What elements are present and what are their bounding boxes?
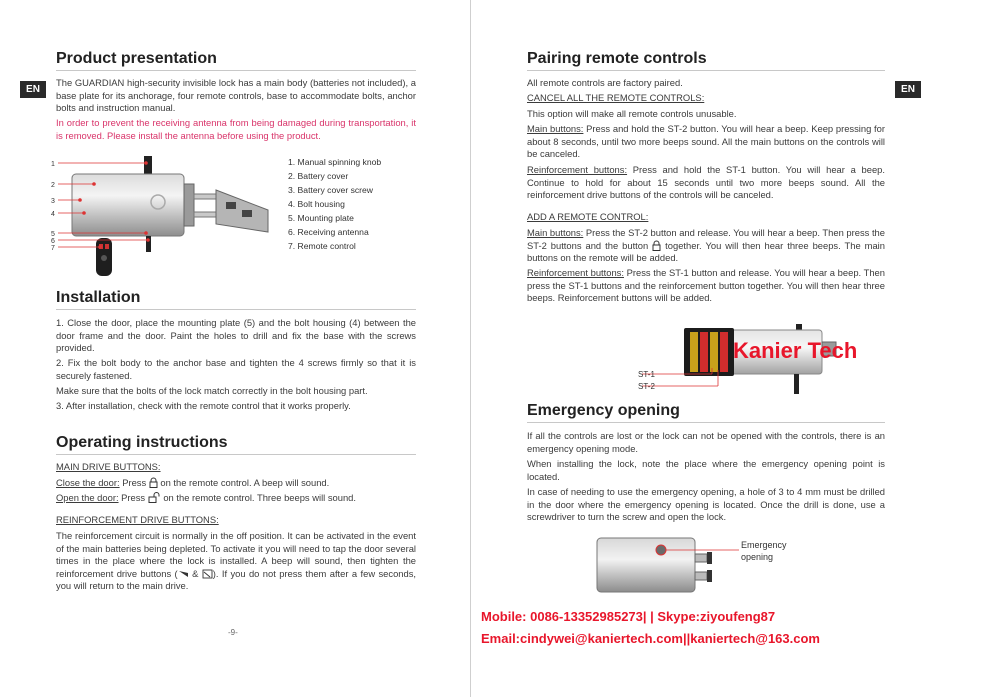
emergency-lock-image <box>591 532 741 598</box>
operating-title: Operating instructions <box>56 434 228 451</box>
emergency-para-3: In case of needing to use the emergency opening, a hole of 3 to 4 mm must be drilled in the door where the emergency opening is located. Once the drill is done, use a screwdriver to turn the screw and open the lock. <box>527 486 885 522</box>
install-note: Make sure that the bolts of the lock match correctly in the bolt housing part. <box>56 385 368 396</box>
part-item: 7. Remote control <box>288 241 356 251</box>
emergency-para-2: When installing the lock, note the place where the emergency opening point is located. <box>527 458 885 482</box>
language-badge: EN <box>895 81 921 98</box>
lock-open-icon <box>148 492 161 503</box>
part-item: 2. Battery cover <box>288 171 349 181</box>
antenna-warning: In order to prevent the receiving antenna from being damaged during transportation, it is removed. Please install the antenna before using the product. <box>56 117 416 141</box>
callout-3: 3 <box>51 198 55 205</box>
reinforcement-close-icon <box>178 569 189 579</box>
st1-label: ST-1 <box>638 370 655 379</box>
close-door-line: Close the door: Press on the remote control. A beep will sound. <box>56 477 330 488</box>
divider <box>527 422 885 423</box>
part-item: 4. Bolt housing <box>288 199 345 209</box>
divider <box>527 70 885 71</box>
contact-mobile: Mobile: 0086-13352985273| | Skype:ziyoufeng87 <box>481 609 776 624</box>
add-main-buttons: Main buttons: Press the ST-2 button and release. You will hear a beep. Then press the ST-2 buttons and the button together. You will then hear three beeps. The main buttons on the remote will be added. <box>527 227 885 263</box>
callout-2: 2 <box>51 182 55 189</box>
callout-4: 4 <box>51 211 55 218</box>
divider <box>56 70 416 71</box>
part-item: 3. Battery cover screw <box>288 185 374 195</box>
main-drive-heading: MAIN DRIVE BUTTONS: <box>56 461 161 472</box>
contact-email: Email:cindywei@kaniertech.com||kaniertech@163.com <box>481 631 820 646</box>
add-reinforcement-buttons: Reinforcement buttons: Press the ST-1 button and release. You will hear a beep. Then press the ST-1 buttons and the reinforcement button together. You will then hear three beeps. Reinforcement buttons will be added. <box>527 267 885 303</box>
page-number: -9- <box>228 628 238 637</box>
installation-title: Installation <box>56 289 141 306</box>
factory-paired: All remote controls are factory paired. <box>527 77 683 88</box>
part-item: 6. Receiving antenna <box>288 227 369 237</box>
cancel-note: This option will make all remote controls unusable. <box>527 108 737 119</box>
lock-diagram <box>50 150 280 282</box>
callout-1: 1 <box>51 161 55 168</box>
product-intro: The GUARDIAN high-security invisible lock has a main body (batteries not included), a base plate for its anchorage, four remote controls, base to accommodate bolts, anchor bolts and instruction manual. <box>56 77 416 113</box>
pairing-title: Pairing remote controls <box>527 50 707 67</box>
parts-list <box>288 155 381 253</box>
emergency-title: Emergency opening <box>527 402 680 419</box>
cancel-heading: CANCEL ALL THE REMOTE CONTROLS: <box>527 92 705 103</box>
reinforcement-heading: REINFORCEMENT DRIVE BUTTONS: <box>56 514 219 525</box>
callout-7: 7 <box>51 245 55 252</box>
reinforcement-text: The reinforcement circuit is normally in the off position. It can be activated in the event of the main batteries being depleted. To activate it you will need to tap the door several times in the place where the lock is installed. A beep will sound, then tighten the reinforcement drive buttons ( & ). If you do not press them after a few seconds, you will return to the main drive. <box>56 530 416 591</box>
divider <box>56 309 416 310</box>
lock-closed-icon <box>652 240 661 251</box>
product-title: Product presentation <box>56 50 217 67</box>
cancel-reinforcement-buttons: Reinforcement buttons: Press and hold the ST-1 button. You will hear a beep. Continue to hold for about 15 seconds until two more beeps sound. All the reinforcement drive buttons of the controls will be canceled. <box>527 164 885 200</box>
right-page <box>471 0 1000 697</box>
add-heading: ADD A REMOTE CONTROL: <box>527 211 649 222</box>
lock-closed-icon <box>149 477 158 488</box>
callout-6: 6 <box>51 238 55 245</box>
emergency-label: Emergency opening <box>741 540 787 562</box>
open-door-line: Open the door: Press on the remote control. Three beeps will sound. <box>56 492 356 503</box>
part-item: 5. Mounting plate <box>288 213 354 223</box>
reinforcement-open-icon <box>202 569 213 579</box>
install-step-1: 1. Close the door, place the mounting plate (5) and the bolt housing (4) between the door frame and the door. Paint the holes to drill and fix the base with the screws provided. <box>56 317 416 353</box>
emergency-para-1: If all the controls are lost or the lock can not be opened with the controls, there is an emergency opening mode. <box>527 430 885 454</box>
left-page <box>0 0 471 697</box>
cancel-main-buttons: Main buttons: Press and hold the ST-2 button. You will hear a beep. Keep pressing for about 8 seconds, until two more beeps sound. All the main buttons on the controls will be canceled. <box>527 123 885 159</box>
install-step-2: 2. Fix the bolt body to the anchor base and tighten the 4 screws firmly so that it is securely fastened. <box>56 357 416 381</box>
divider <box>56 454 416 455</box>
part-item: 1. Manual spinning knob <box>288 157 382 167</box>
callout-5: 5 <box>51 231 55 238</box>
st2-label: ST-2 <box>638 382 655 391</box>
watermark: Kanier Tech <box>733 338 858 363</box>
language-badge: EN <box>20 81 46 98</box>
install-step-3: 3. After installation, check with the remote control that it works properly. <box>56 400 351 411</box>
